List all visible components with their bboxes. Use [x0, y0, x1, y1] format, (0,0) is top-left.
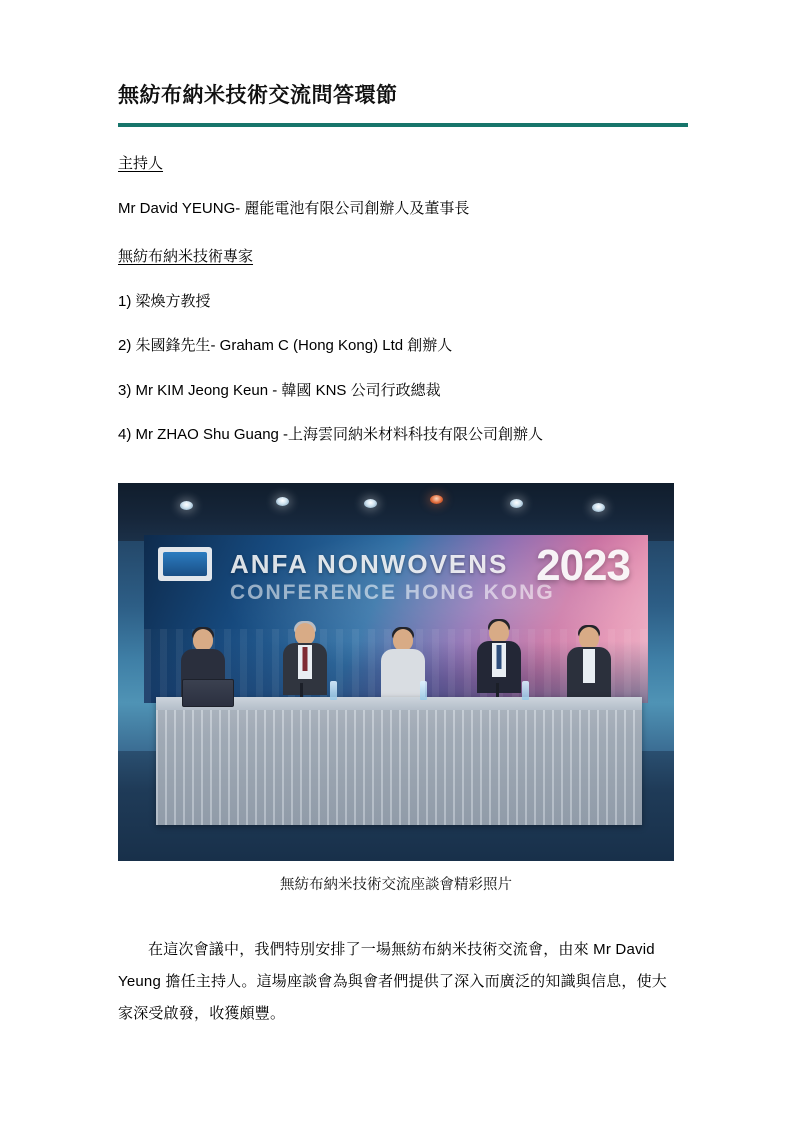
list-item: 2) 朱國鋒先生- Graham C (Hong Kong) Ltd 創辦人 [118, 337, 453, 355]
photo-ceiling [118, 483, 674, 541]
bottle-icon [330, 681, 337, 700]
host-label: 主持人 [118, 155, 164, 173]
body-paragraph: 在這次會議中，我們特別安排了一場無紡布納米技術交流會，由來 Mr David Yeung 擔任主持人。這場座談會為與會者們提供了深入而廣泛的知識與信息，使大家深受啟發，收獲頗豐。 [118, 940, 667, 1023]
panel-table [156, 697, 642, 825]
host-section [118, 127, 688, 220]
list-item: 1) 梁煥方教授 [118, 292, 211, 310]
anfa-logo [158, 547, 212, 581]
experts-section [118, 220, 688, 447]
page-title: 無紡布納米技術交流問答環節 [118, 84, 398, 107]
bottle-icon [420, 681, 427, 700]
figure-caption: 無紡布納米技術交流座談會精彩照片 [280, 876, 512, 893]
panelist [566, 627, 612, 699]
ceiling-light-icon [364, 499, 377, 508]
panelist [282, 623, 328, 695]
panelist [476, 621, 522, 693]
screen-subtitle: CONFERENCE HONG KONG [230, 580, 555, 604]
ceiling-light-icon [276, 497, 289, 506]
ceiling-light-icon [592, 503, 605, 512]
microphone-icon [496, 683, 499, 697]
host-line: Mr David YEUNG- 麗能電池有限公司創辦人及董事長 [118, 199, 470, 217]
screen-year: 2023 [536, 540, 630, 590]
microphone-icon [300, 683, 303, 697]
bottle-icon [522, 681, 529, 700]
ceiling-light-icon [430, 495, 443, 504]
ceiling-light-icon [180, 501, 193, 510]
experts-label: 無紡布納米技術專家 [118, 248, 254, 266]
list-item: 3) Mr KIM Jeong Keun - 韓國 KNS 公司行政總裁 [118, 381, 441, 399]
screen-title: ANFA NONWOVENS [230, 548, 509, 579]
list-item: 4) Mr ZHAO Shu Guang -上海雲同納米材料科技有限公司創辦人 [118, 426, 544, 444]
ceiling-light-icon [510, 499, 523, 508]
laptop-icon [182, 679, 234, 707]
conference-photo [118, 483, 674, 861]
